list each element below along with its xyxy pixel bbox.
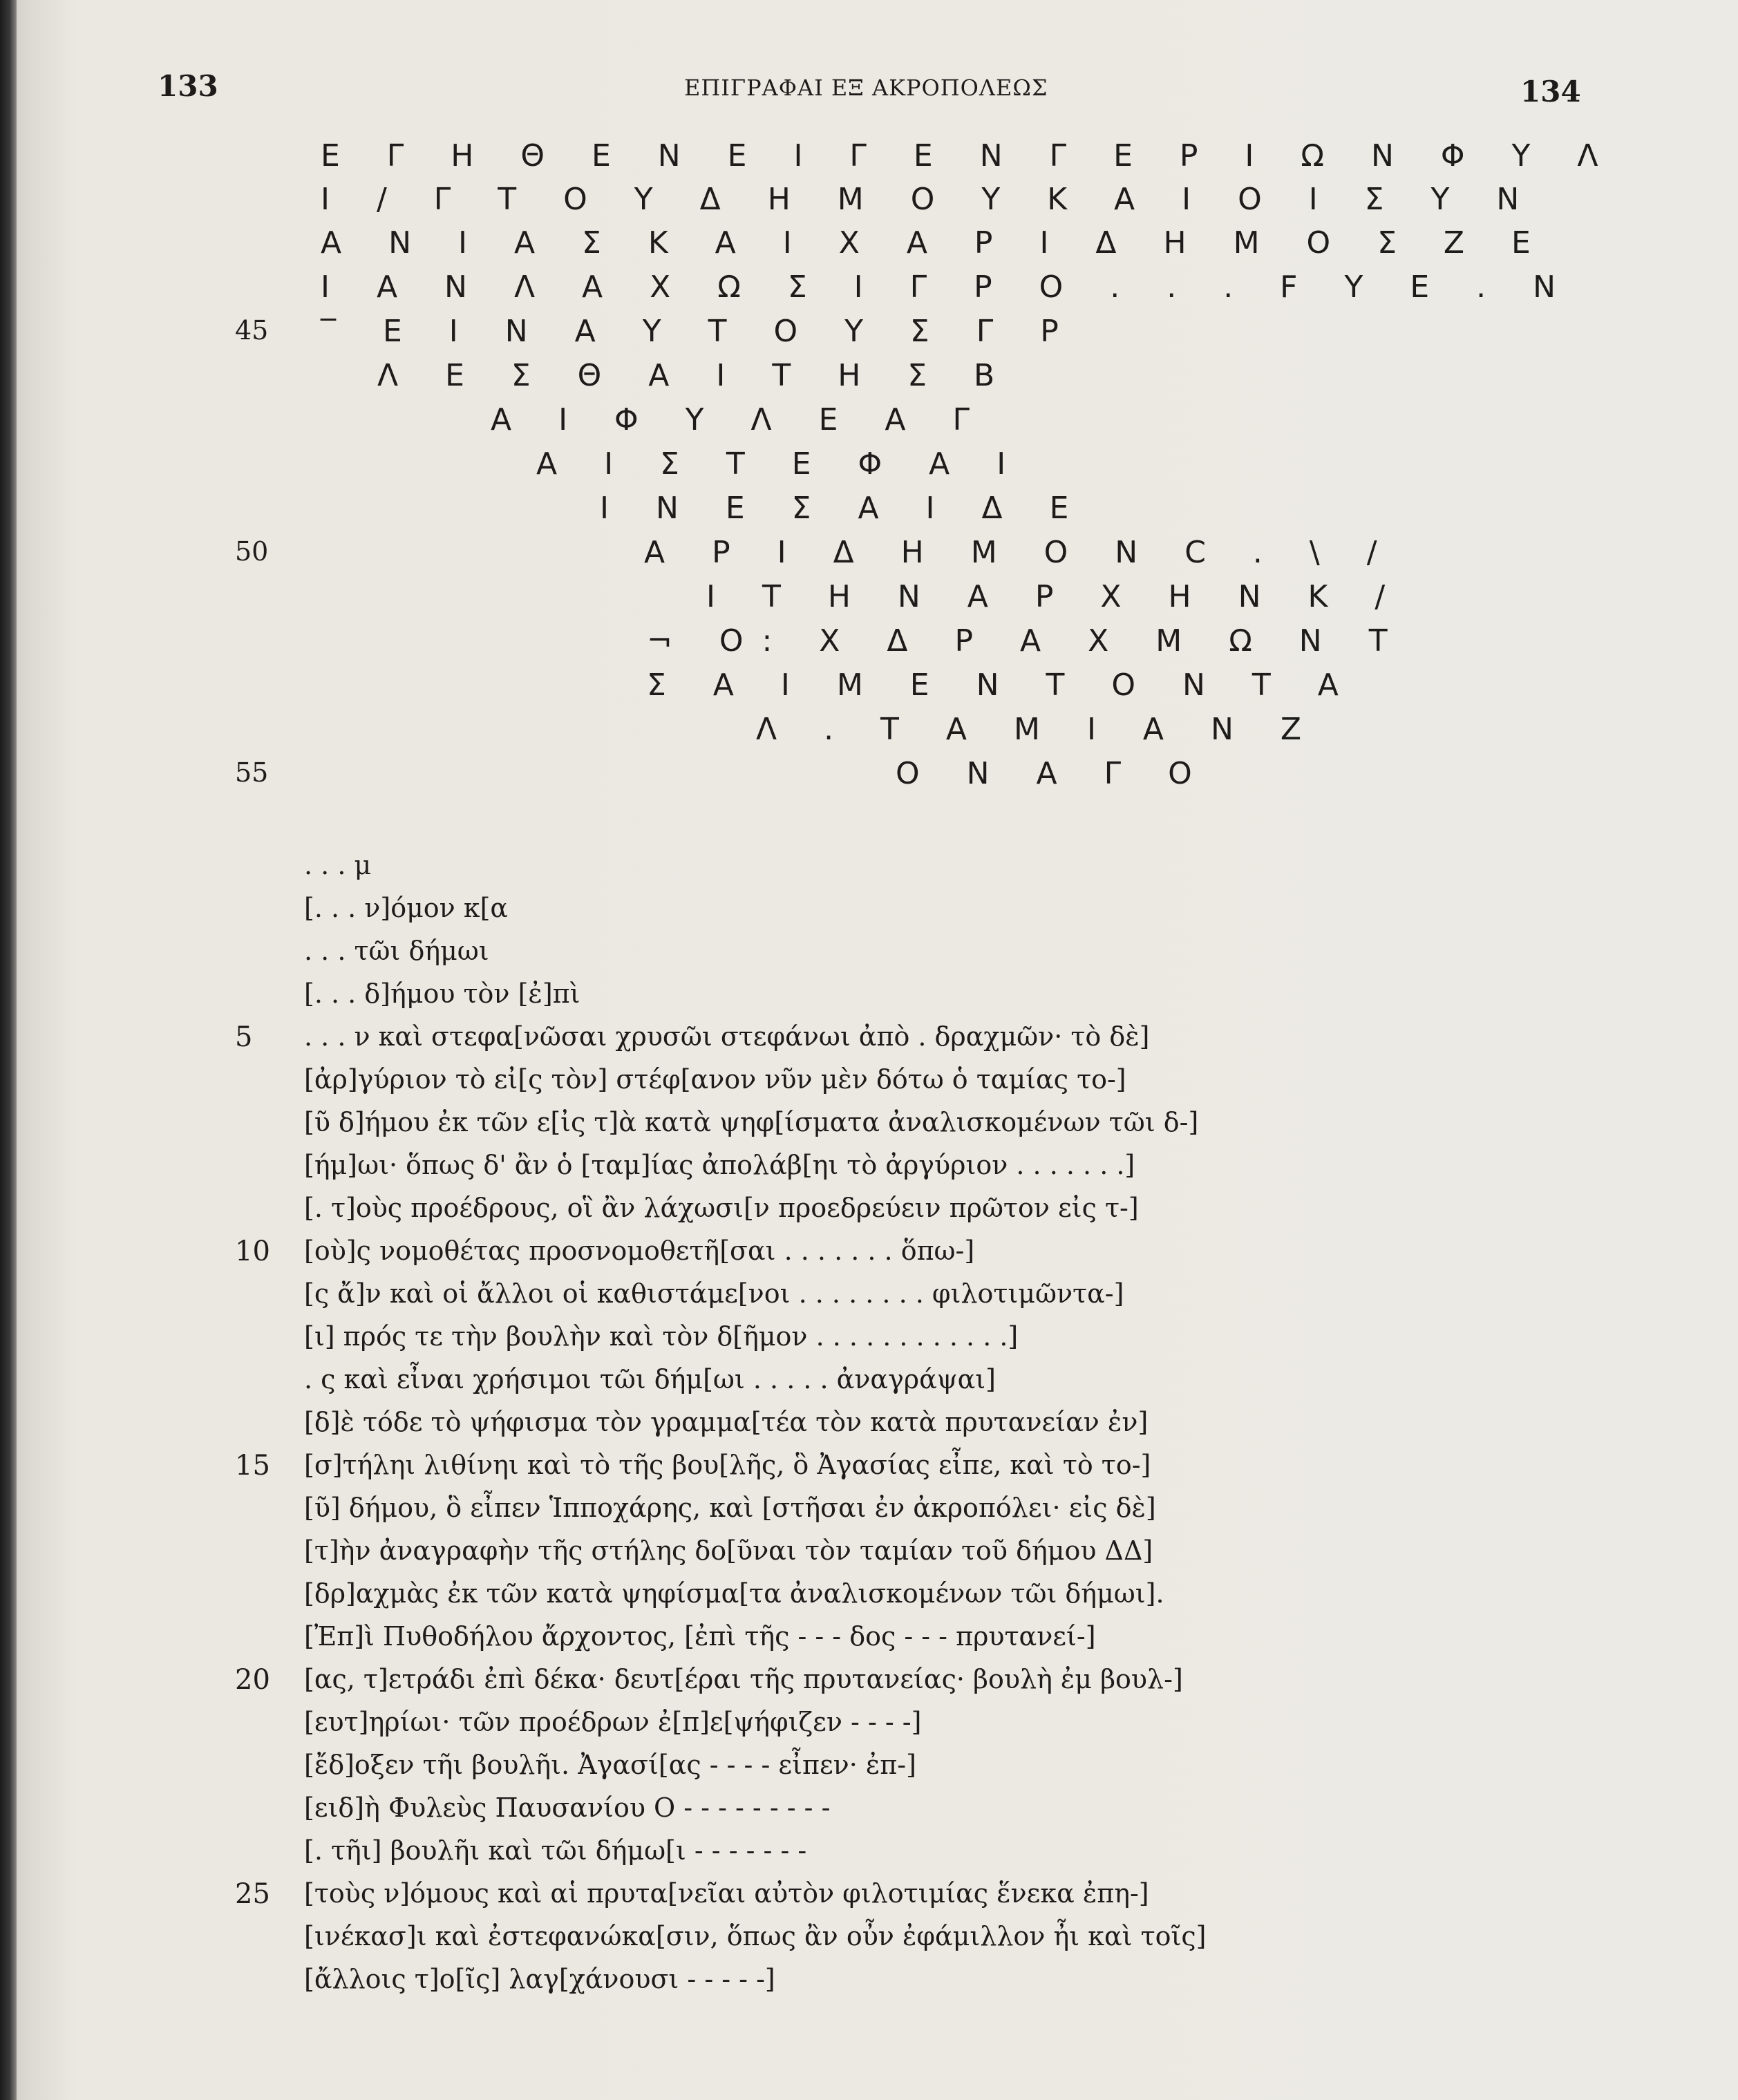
transcript-line: [ευτ]ηρίωι· τῶν προέδρων ἐ[π]ε[ψήφιζεν - - - -] (304, 1707, 922, 1737)
transcript-line: 20 [ας, τ]ετράδι ἐπὶ δέκα· δευτ[έραι τῆς πρυτανείας· βουλὴ ἐμ βουλ-] (235, 1664, 1183, 1696)
uncial-line: 55 Ο Ν Α Γ Ο (235, 756, 1211, 791)
running-title: ΕΠΙΓΡΑΦΑΙ ΕΞ ΑΚΡΟΠΟΛΕΩΣ (684, 75, 1048, 101)
transcript-line: . . . μ (304, 850, 372, 880)
transcript-line: [τ]ὴν ἀναγραφὴν τῆς στήλης δο[ῦναι τὸν ταμίαν τοῦ δήμου ΔΔ] (304, 1535, 1153, 1566)
transcript-line: [δ]ὲ τόδε τὸ ψήφισμα τὸν γραμμα[τέα τὸν κατὰ πρυτανείαν ἐν] (304, 1407, 1149, 1437)
running-header (0, 69, 1738, 117)
transcript-line: [. τ]οὺς προέδρους, οἳ ἂν λάχωσι[ν προεδρεύειν πρῶτον εἰς τ-] (304, 1193, 1139, 1223)
uncial-line: 45 ‾ Ε Ι Ν Α Υ Τ Ο Υ Σ Γ Ρ (235, 314, 1077, 349)
transcript-line: [Ἐπ]ὶ Πυθοδήλου ἄρχοντος, [ἐπὶ τῆς - - - δος - - - πρυτανεί-] (304, 1621, 1096, 1652)
transcript-line: [. τῆι] βουλῆι καὶ τῶι δήμω[ι - - - - - - - (304, 1835, 807, 1866)
transcript-line: [ῦ] δήμου, ὃ εἶπεν Ἱπποχάρης, καὶ [στῆσαι ἐν ἀκροπόλει· εἰς δὲ] (304, 1493, 1156, 1523)
transcript-line: [ι] πρός τε τὴν βουλὴν καὶ τὸν δ[ῆμον . . . . . . . . . . . .] (304, 1321, 1019, 1352)
transcript-line: [ἀρ]γύριον τὸ εἰ[ς τὸν] στέφ[ανον νῦν μὲν δότω ὁ ταμίας το-] (304, 1064, 1126, 1095)
uncial-line: Ε Γ Η Θ Ε Ν Ε Ι Γ Ε Ν Γ Ε Ρ Ι Ω Ν Φ Υ Λ (321, 138, 1617, 173)
transcript-line: [ειδ]ὴ Φυλεὺς Παυσανίου Ο - - - - - - - - - (304, 1792, 831, 1823)
transcript-line: . . . τῶι δήμωι (304, 936, 489, 966)
uncial-line: Ι Τ Η Ν Α Ρ Χ Η Ν Κ / (706, 579, 1404, 614)
page-number-right: 134 (1520, 75, 1581, 108)
transcript-line: [ήμ]ωι· ὅπως δ' ἂν ὁ [ταμ]ίας ἀπολάβ[ηι τὸ ἀργύριον . . . . . . .] (304, 1150, 1135, 1180)
uncial-line: Λ . Τ Α Μ Ι Α Ν Ζ (756, 712, 1321, 747)
uncial-inscription (0, 138, 1738, 802)
transcript-line: [. . . δ]ήμου τὸν [ἐ]πὶ (304, 978, 580, 1009)
uncial-line: Λ Ε Σ Θ Α Ι Τ Η Σ Β (377, 358, 1014, 393)
transcript-line: [ἄλλοις τ]ο[ῖς] λαγ[χάνουσι - - - - -] (304, 1964, 775, 1994)
transcript-line: [δρ]αχμὰς ἐκ τῶν κατὰ ψηφίσμα[τα ἀναλισκομένων τῶι δήμωι]. (304, 1578, 1164, 1609)
transcript-line: [ἔδ]οξεν τῆι βουλῆι. Ἀγασί[ας - - - - εἶπεν· ἐπ-] (304, 1750, 916, 1780)
transcript-line: [ῦ δ]ήμου ἐκ τῶν ε[ἰς τ]ὰ κατὰ ψηφ[ίσματα ἀναλισκομένων τῶι δ-] (304, 1107, 1199, 1137)
transcript-line: [. . . ν]όμον κ[α (304, 893, 509, 923)
uncial-line: Α Ι Φ Υ Λ Ε Α Γ (491, 402, 989, 437)
transcript-line: [ς ἄ]ν καὶ οἱ ἄλλοι οἱ καθιστάμε[νοι . . . . . . . . φιλοτιμῶντα-] (304, 1278, 1124, 1309)
page-number-left: 133 (158, 69, 218, 103)
transcript-line: 15 [σ]τήληι λιθίνηι καὶ τὸ τῆς βου[λῆς, ὃ Ἀγασίας εἶπε, καὶ τὸ το-] (235, 1450, 1151, 1482)
transcript-line: . ς καὶ εἶναι χρήσιμοι τῶι δήμ[ωι . . . . . ἀναγράψαι] (304, 1364, 996, 1394)
uncial-line: Α Ν Ι Α Σ Κ Α Ι Χ Α Ρ Ι Δ Η Μ Ο Σ Ζ Ε (321, 225, 1549, 261)
transcript-line: 10 [οὺ]ς νομοθέτας προσνομοθετῆ[σαι . . . . . . . ὅπω-] (235, 1236, 975, 1267)
uncial-line: Σ Α Ι Μ Ε Ν Τ Ο Ν Τ Α (647, 668, 1357, 703)
uncial-line: ¬ Ο: Χ Δ Ρ Α Χ Μ Ω Ν Τ (647, 623, 1406, 659)
uncial-line: Ι / Γ Τ Ο Υ Δ Η Μ Ο Υ Κ Α Ι Ο Ι Σ Υ Ν (321, 182, 1538, 217)
transcript-line: 25 [τοὺς ν]όμους καὶ αἱ πρυτα[νεῖαι αὐτὸν φιλοτιμίας ἕνεκα ἐπη-] (235, 1878, 1149, 1910)
greek-transcription (0, 850, 1738, 2025)
uncial-line: Ι Α Ν Λ Α Χ Ω Σ Ι Γ Ρ Ο . . . F Υ Ε . Ν (321, 269, 1574, 305)
transcript-line: 5 . . . ν καὶ στεφα[νῶσαι χρυσῶι στεφάνωι ἀπὸ . δραχμῶν· τὸ δὲ] (235, 1021, 1150, 1053)
uncial-line: 50 Α Ρ Ι Δ Η Μ Ο Ν C . \ / (235, 535, 1396, 570)
transcript-line: [ινέκασ]ι καὶ ἐστεφανώκα[σιν, ὅπως ἂν οὖν ἐφάμιλλον ἦι καὶ τοῖς] (304, 1921, 1207, 1951)
uncial-line: Ι Ν Ε Σ Α Ι Δ Ε (600, 491, 1088, 526)
uncial-line: Α Ι Σ Τ Ε Φ Α Ι (536, 446, 1025, 482)
